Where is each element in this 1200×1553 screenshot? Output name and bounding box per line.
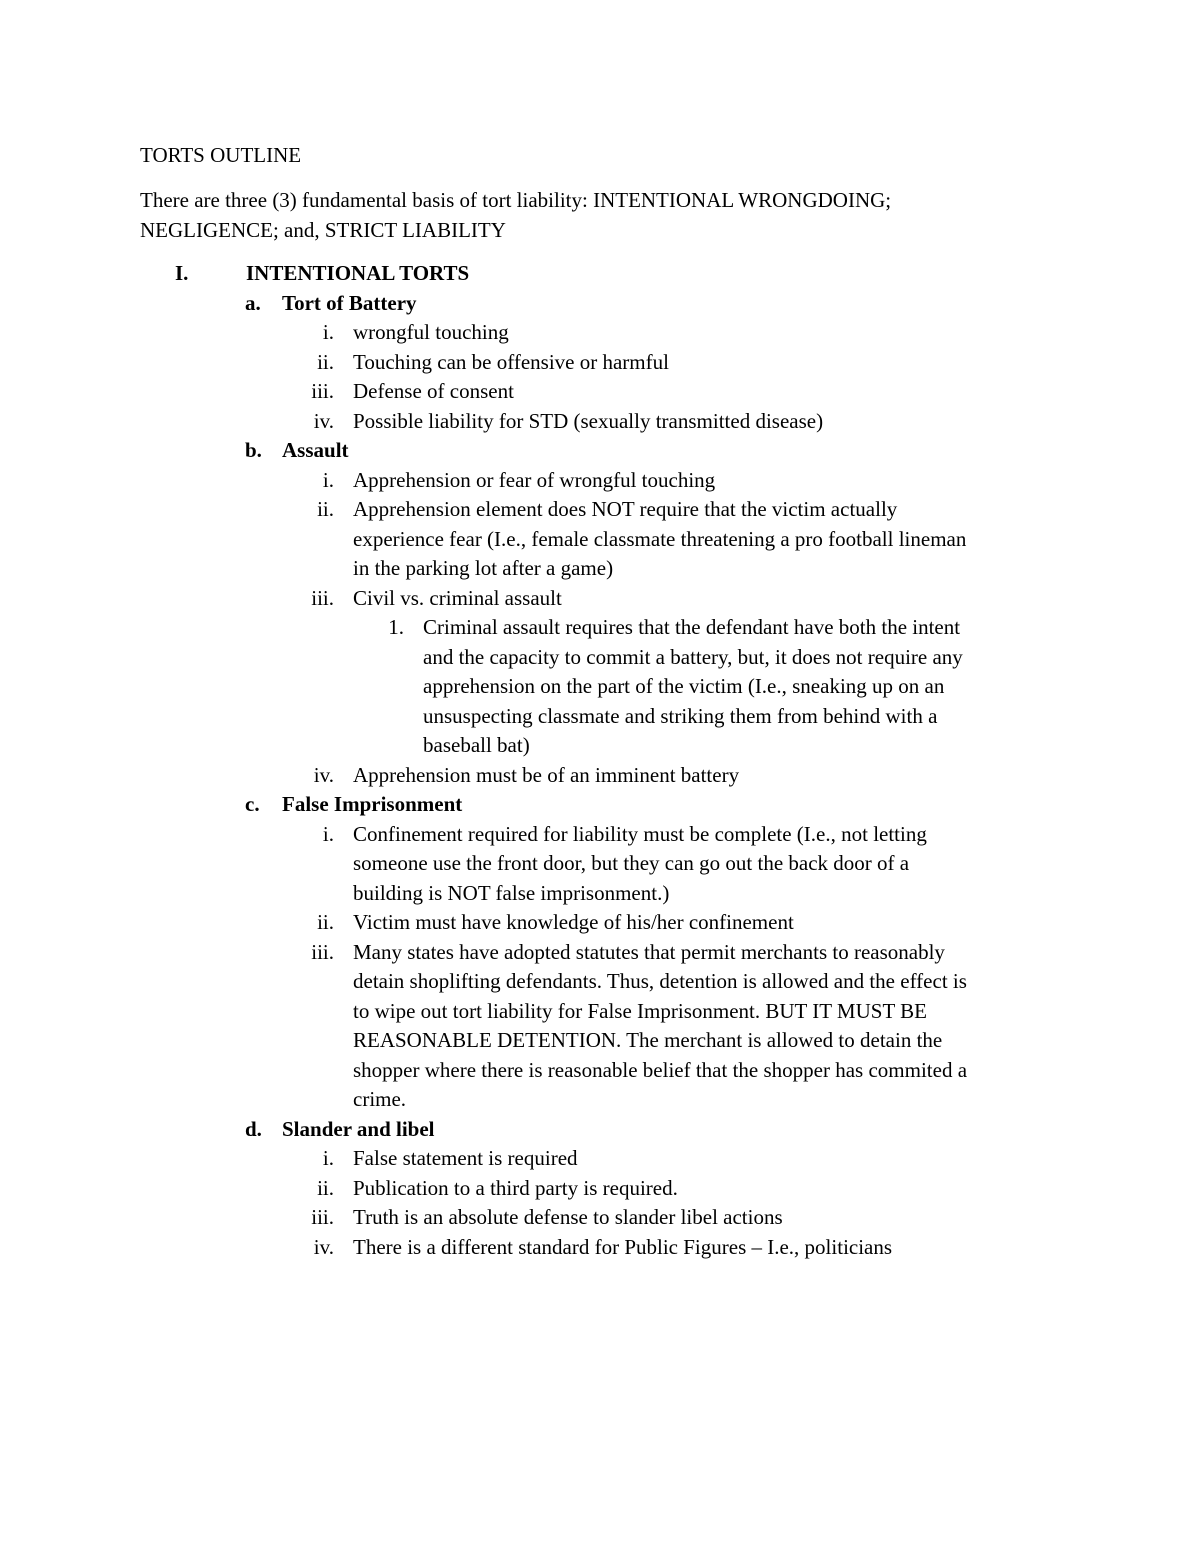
list-item xyxy=(140,584,1140,614)
section-heading-text: Slander and libel xyxy=(282,1116,435,1141)
list-item-line: someone use the front door, but they can go out the back door of a xyxy=(353,851,910,875)
list-item xyxy=(140,1144,1140,1174)
outline xyxy=(140,259,1140,1262)
intro-line: NEGLIGENCE; and, STRICT LIABILITY xyxy=(140,217,506,242)
list-item-line: Confinement required for liability must be complete (I.e., not letting xyxy=(353,821,927,846)
list-item xyxy=(140,761,1140,791)
section-marker: d. xyxy=(245,1116,262,1141)
list-item-line: False statement is required xyxy=(353,1146,578,1170)
section-marker: c. xyxy=(245,792,260,816)
list-item-marker: i. xyxy=(322,821,334,846)
list-item-line: Apprehension must be of an imminent battery xyxy=(353,762,740,787)
list-item-line: Possible liability for STD (sexually transmitted disease) xyxy=(353,408,824,433)
section-heading-text: Assault xyxy=(282,438,349,462)
list-item xyxy=(140,820,1140,909)
intro-paragraph xyxy=(140,186,1100,245)
list-item-line: to wipe out tort liability for False Imprisonment. BUT IT MUST BE xyxy=(353,998,927,1023)
list-item-line: Apprehension element does NOT require that the victim actually xyxy=(353,497,898,521)
list-item-line: REASONABLE DETENTION. The merchant is allowed to detain the xyxy=(353,1028,943,1052)
list-item-line: Touching can be offensive or harmful xyxy=(353,349,669,374)
list-item-line: crime. xyxy=(353,1087,407,1111)
section-heading xyxy=(140,289,1140,319)
list-item-marker: ii. xyxy=(317,349,334,374)
section-heading xyxy=(140,790,1140,820)
list-item-line: in the parking lot after a game) xyxy=(353,556,614,580)
list-item-marker: ii. xyxy=(317,497,334,521)
list-item-line: shopper where there is reasonable belief that the shopper has commited a xyxy=(353,1057,968,1082)
list-item-line: building is NOT false imprisonment.) xyxy=(353,880,670,905)
list-item-marker: iv. xyxy=(313,762,334,787)
sub-list-item-line: apprehension on the part of the victim (I.e., sneaking up on an xyxy=(423,674,945,698)
list-item-line: There is a different standard for Public Figures – I.e., politicians xyxy=(353,1234,893,1259)
list-item-marker: iii. xyxy=(311,1205,334,1229)
list-item xyxy=(140,1233,1140,1263)
list-item xyxy=(140,318,1140,348)
section-marker: a. xyxy=(245,290,261,315)
section-heading-text: False Imprisonment xyxy=(282,792,463,816)
list-item-marker: iv. xyxy=(313,1234,334,1259)
list-item-marker: ii. xyxy=(317,1175,334,1200)
section-marker: b. xyxy=(245,438,262,462)
list-item xyxy=(140,908,1140,938)
list-item xyxy=(140,1174,1140,1204)
list-item xyxy=(140,1203,1140,1233)
sub-list-item-line: and the capacity to commit a battery, but, it does not require any xyxy=(423,644,963,669)
list-item-marker: iii. xyxy=(311,379,334,403)
list-item xyxy=(140,348,1140,378)
list-item-line: Defense of consent xyxy=(353,379,514,403)
document-title: TORTS OUTLINE xyxy=(140,143,302,167)
sub-list-item-marker: 1. xyxy=(388,615,404,639)
list-item-line: Publication to a third party is required. xyxy=(353,1175,678,1200)
sub-list-item-line: baseball bat) xyxy=(423,733,530,757)
intro-line: There are three (3) fundamental basis of tort liability: INTENTIONAL WRONGDOING; xyxy=(140,188,892,212)
section-heading-text: Tort of Battery xyxy=(282,290,417,315)
list-item-line: Many states have adopted statutes that permit merchants to reasonably xyxy=(353,939,945,964)
section-heading xyxy=(140,1115,1140,1145)
list-item-marker: iii. xyxy=(311,939,334,964)
list-item-marker: i. xyxy=(322,1146,334,1170)
list-item xyxy=(140,377,1140,407)
list-item xyxy=(140,938,1140,1115)
list-item-marker: i. xyxy=(322,467,334,492)
outline-heading-text: INTENTIONAL TORTS xyxy=(246,261,470,285)
list-item xyxy=(140,466,1140,496)
outline-marker: I. xyxy=(175,261,189,285)
list-item-line: experience fear (I.e., female classmate threatening a pro football lineman xyxy=(353,526,967,551)
list-item-line: Apprehension or fear of wrongful touching xyxy=(353,467,716,492)
list-item-line: wrongful touching xyxy=(353,320,509,344)
list-item xyxy=(140,407,1140,437)
sub-list-item-line: Criminal assault requires that the defendant have both the intent xyxy=(423,615,961,639)
sub-list-item xyxy=(140,613,1140,761)
list-item-marker: iv. xyxy=(313,408,334,433)
list-item-marker: iii. xyxy=(311,585,334,610)
list-item-marker: i. xyxy=(322,320,334,344)
section-heading xyxy=(140,436,1140,466)
list-item xyxy=(140,495,1140,584)
list-item-line: Victim must have knowledge of his/her confinement xyxy=(353,910,794,934)
list-item-line: Civil vs. criminal assault xyxy=(353,585,562,610)
list-item-marker: ii. xyxy=(317,910,334,934)
outline-heading xyxy=(140,259,1140,289)
list-item-line: detain shoplifting defendants. Thus, detention is allowed and the effect is xyxy=(353,969,967,993)
sub-list-item-line: unsuspecting classmate and striking them from behind with a xyxy=(423,703,938,728)
list-item-line: Truth is an absolute defense to slander libel actions xyxy=(353,1205,783,1229)
